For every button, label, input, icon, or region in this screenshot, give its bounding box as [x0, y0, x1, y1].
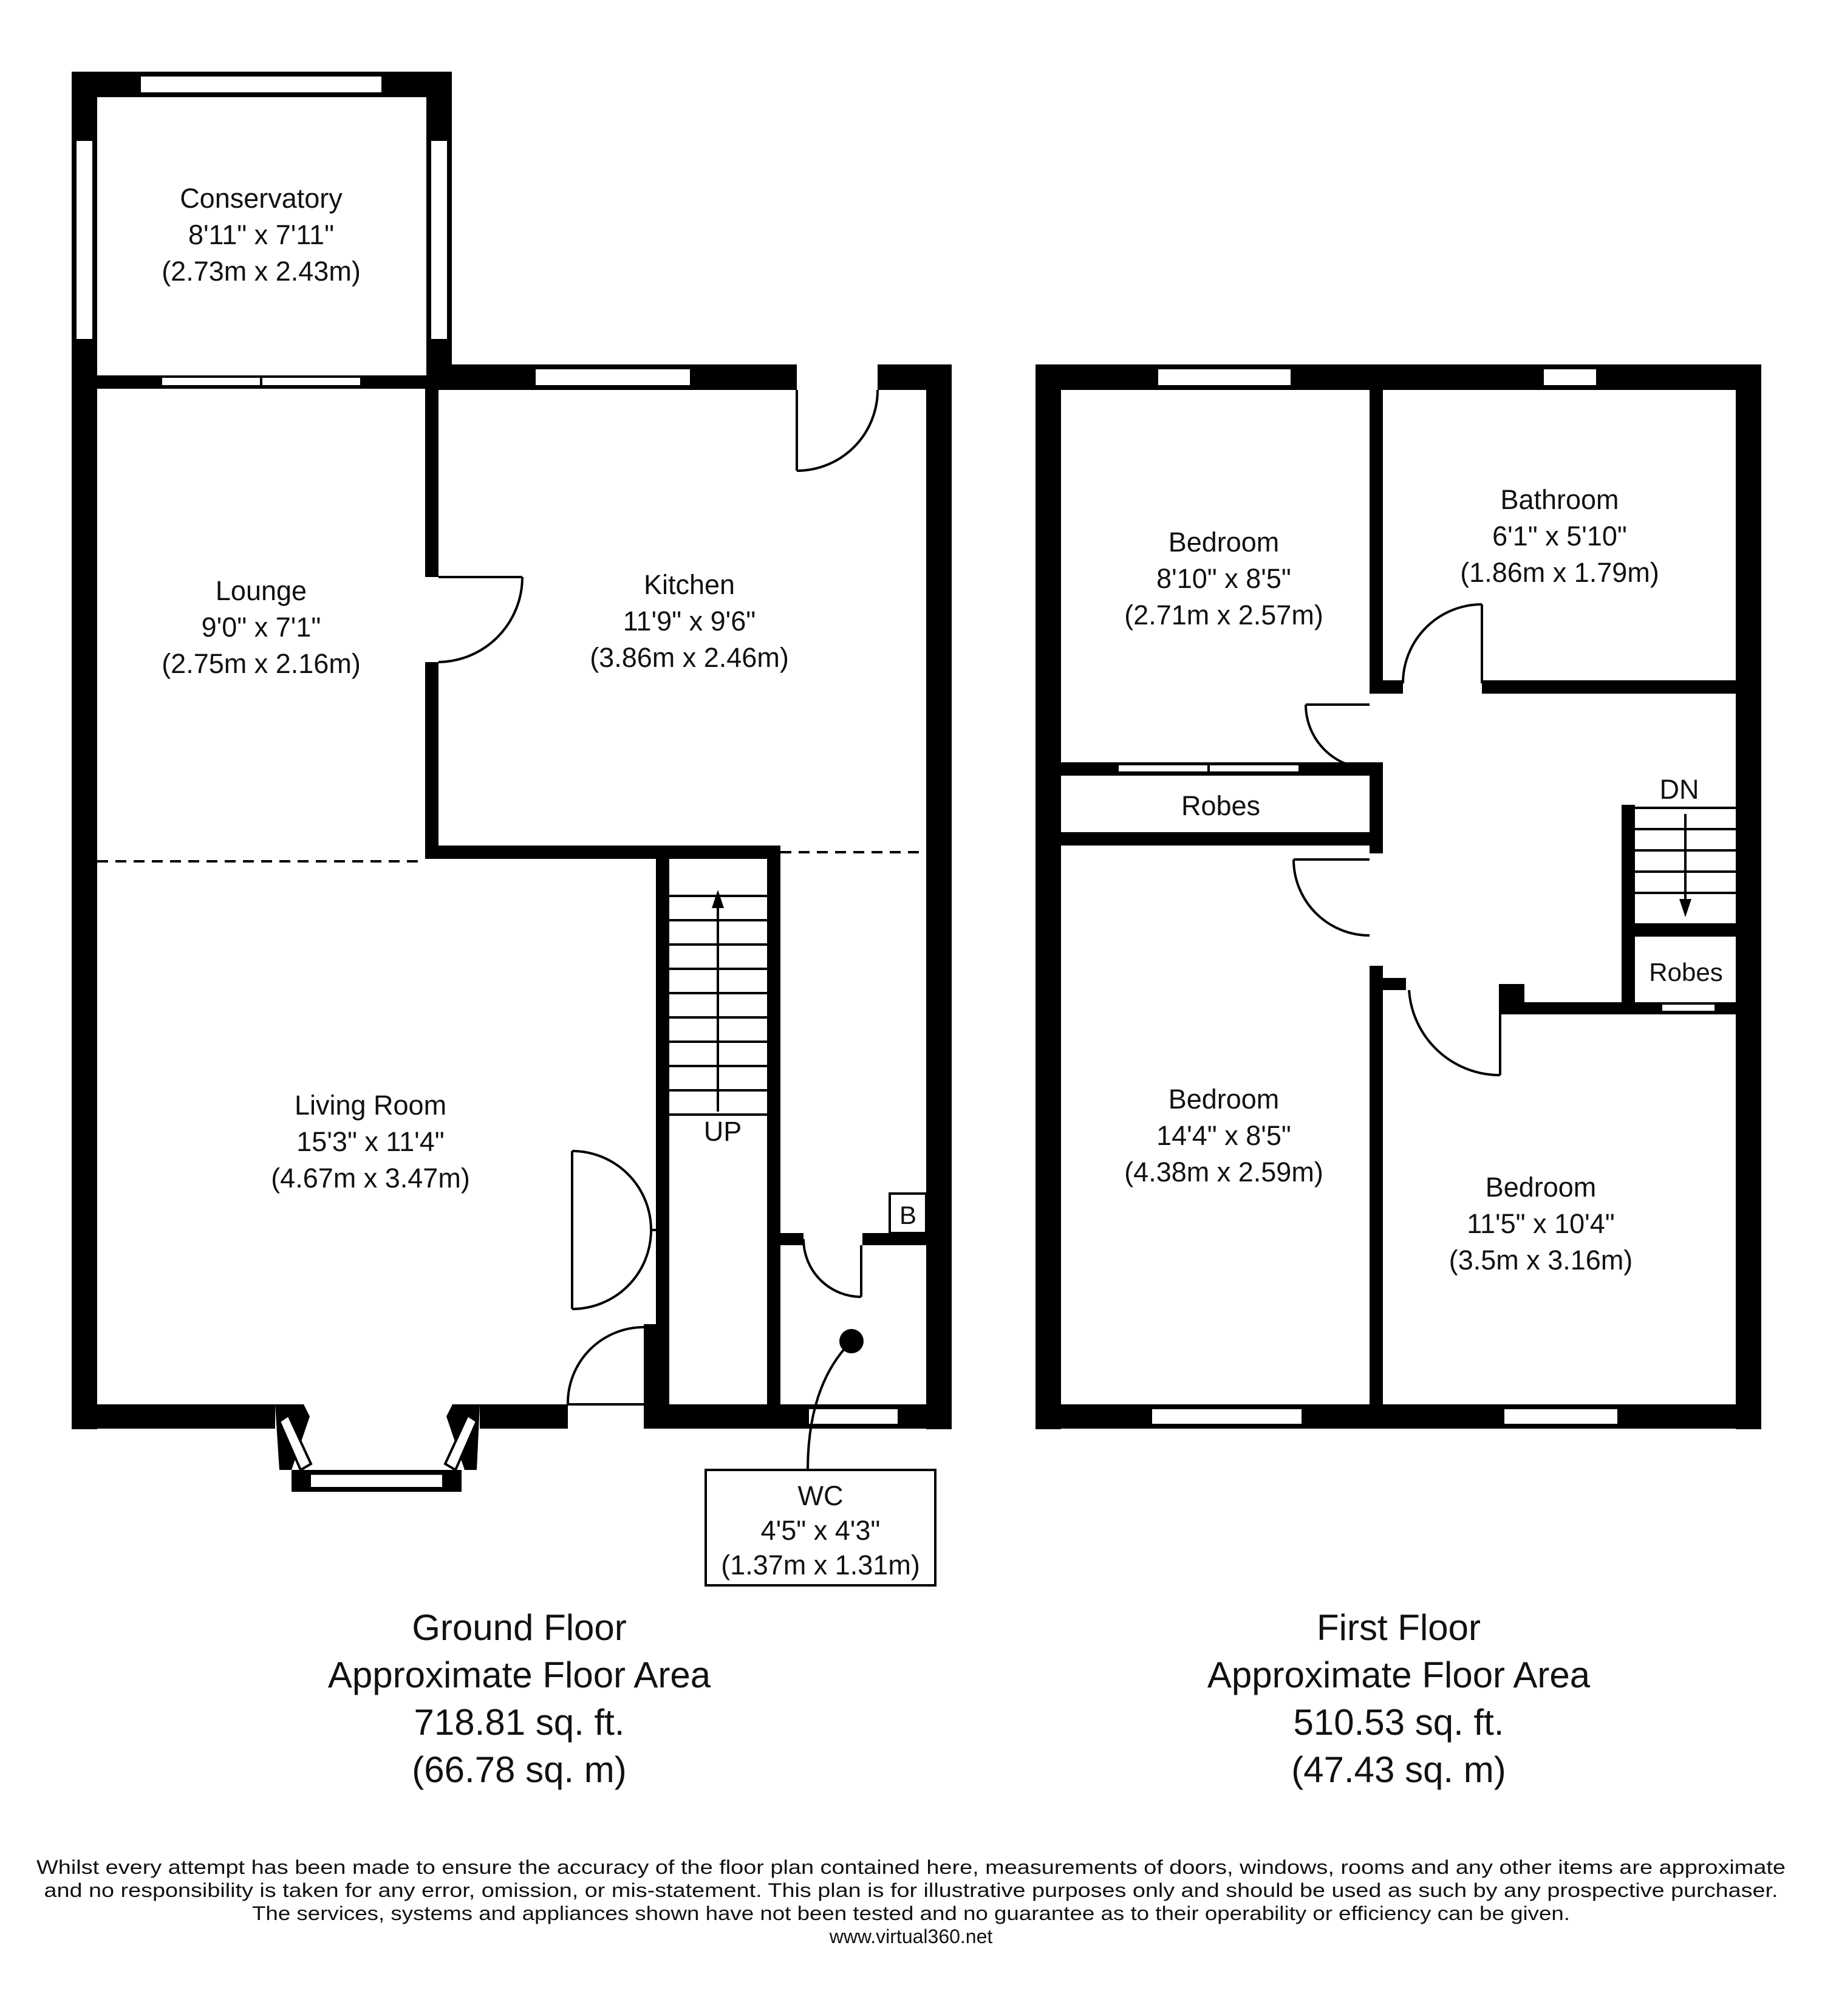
ground-floor-title: Ground Floor	[412, 1607, 627, 1648]
stairs-up-label: UP	[703, 1116, 742, 1147]
conservatory-size-metric: (2.73m x 2.43m)	[162, 256, 361, 287]
boiler-label: B	[899, 1201, 917, 1229]
bedroom-3-window	[1503, 1408, 1619, 1425]
disclaimer-line-2: and no responsibility is taken for any error, omission, or mis-statement. This plan is for illustrative purposes only and should be used as such by any prospective purchaser.	[44, 1879, 1778, 1901]
bedroom-1-door-swing	[1306, 705, 1370, 768]
wc-size-metric: (1.37m x 1.31m)	[721, 1550, 920, 1580]
bathroom-wall-bottom-left	[1370, 680, 1403, 694]
wc-name: WC	[797, 1480, 844, 1511]
small-robes-label: Robes	[1649, 958, 1723, 986]
first-floor-wall-right	[1736, 364, 1761, 1429]
living-room-wall-bottom-left	[72, 1404, 275, 1429]
first-floor-caption	[1207, 1607, 1591, 1790]
stairwell-wall-bottom	[1622, 923, 1737, 937]
ground-floor-caption	[328, 1607, 711, 1790]
front-door-jamb	[644, 1324, 657, 1409]
landing-wall-right-lower	[1370, 978, 1406, 990]
kitchen-wall-bottom	[425, 846, 780, 859]
disclaimer-website-link[interactable]: www.virtual360.net	[829, 1925, 993, 1947]
bedroom-3-size-imperial: 11'5" x 10'4"	[1467, 1208, 1615, 1239]
wc-size-imperial: 4'5" x 4'3"	[760, 1515, 881, 1546]
bedroom-3-door-swing	[1409, 990, 1500, 1075]
bedroom-3-wall-top	[1500, 984, 1524, 1014]
bay-window	[275, 1404, 480, 1492]
kitchen-size-metric: (3.86m x 2.46m)	[590, 642, 789, 673]
ground-floor-stairs	[669, 890, 767, 1115]
front-door-swing	[568, 1327, 644, 1404]
lounge-size-imperial: 9'0" x 7'1"	[201, 612, 321, 643]
living-room-wall-bottom-right	[480, 1404, 568, 1429]
disclaimer-line-1: Whilst every attempt has been made to ensure the accuracy of the floor plan contained here, measurements of doors, windows, rooms and any other items are approximate	[36, 1856, 1786, 1878]
bedroom-1-size-imperial: 8'10" x 8'5"	[1156, 563, 1291, 594]
first-floor-area-sqm: (47.43 sq. m)	[1291, 1749, 1506, 1790]
living-room-size-imperial: 15'3" x 11'4"	[296, 1126, 445, 1157]
bedroom-1-wall-right	[1370, 389, 1383, 692]
wc-wall-left	[767, 1233, 780, 1415]
first-floor-plan	[1036, 364, 1761, 1429]
first-floor-area-caption: Approximate Floor Area	[1207, 1655, 1591, 1695]
lounge-kitchen-wall-upper	[425, 389, 438, 577]
living-room-size-metric: (4.67m x 3.47m)	[271, 1163, 470, 1194]
stair-wall-left	[656, 846, 669, 1404]
lounge-door-swing	[438, 577, 522, 662]
conservatory-window-top	[140, 75, 383, 94]
ground-floor-wall-left	[72, 375, 97, 1429]
bathroom-door-swing	[1403, 604, 1482, 683]
bedroom-1-size-metric: (2.71m x 2.57m)	[1124, 600, 1323, 630]
conservatory-window-left	[75, 140, 94, 340]
bedroom-2-window	[1151, 1408, 1303, 1425]
first-floor-area-sqft: 510.53 sq. ft.	[1293, 1702, 1504, 1743]
first-floor-wall-bottom	[1036, 1404, 1761, 1429]
hall-wall-bottom	[644, 1404, 780, 1429]
bedroom-2-size-imperial: 14'4" x 8'5"	[1156, 1120, 1291, 1151]
bedroom-1-name: Bedroom	[1168, 527, 1280, 558]
kitchen-back-door-swing	[797, 390, 878, 471]
bathroom-wall-bottom-right	[1482, 680, 1737, 694]
kitchen-name: Kitchen	[643, 569, 735, 600]
conservatory-name: Conservatory	[180, 183, 343, 214]
lounge-size-metric: (2.75m x 2.16m)	[162, 648, 361, 679]
stairs-down-label: DN	[1659, 774, 1699, 805]
bedroom-3-name: Bedroom	[1485, 1172, 1597, 1203]
bedroom-3-size-metric: (3.5m x 3.16m)	[1448, 1245, 1633, 1276]
lounge-kitchen-wall-lower	[425, 662, 438, 858]
bathroom-name: Bathroom	[1500, 484, 1619, 515]
ground-floor-area-sqft: 718.81 sq. ft.	[414, 1702, 625, 1743]
bedroom-2-name: Bedroom	[1168, 1084, 1280, 1115]
conservatory-window-right	[430, 140, 448, 340]
ground-floor-area-sqm: (66.78 sq. m)	[412, 1749, 627, 1790]
living-room-name: Living Room	[294, 1090, 447, 1121]
disclaimer-line-3: The services, systems and appliances shown have not been tested and no guarantee as to their operability or efficiency can be given.	[252, 1902, 1570, 1924]
bedroom-2-door-swing	[1294, 859, 1370, 935]
kitchen-window	[534, 368, 691, 386]
first-floor-stairs	[1635, 808, 1736, 917]
conservatory-size-imperial: 8'11" x 7'11"	[188, 219, 335, 250]
ground-floor-wall-right	[926, 364, 952, 1429]
kitchen-size-imperial: 11'9" x 9'6"	[623, 606, 756, 637]
wc-door-swing	[804, 1239, 861, 1297]
wc-wall-top-right	[862, 1233, 926, 1245]
first-floor-wall-left	[1036, 364, 1061, 1429]
bathroom-size-imperial: 6'1" x 5'10"	[1492, 521, 1627, 552]
bedroom-2-size-metric: (4.38m x 2.59m)	[1124, 1157, 1323, 1187]
wc-window	[808, 1408, 899, 1425]
robes-label: Robes	[1181, 790, 1261, 821]
ground-floor-area-caption: Approximate Floor Area	[327, 1655, 711, 1695]
small-robes-door	[1661, 1003, 1716, 1012]
bedroom-1-window	[1157, 368, 1292, 386]
bathroom-window	[1543, 368, 1597, 386]
robes-wall-bottom	[1060, 832, 1382, 846]
lounge-name: Lounge	[215, 575, 307, 606]
first-floor-title: First Floor	[1317, 1607, 1481, 1648]
bedroom-2-wall-right	[1370, 966, 1383, 1406]
bathroom-size-metric: (1.86m x 1.79m)	[1460, 557, 1659, 588]
disclaimer	[36, 1856, 1786, 1947]
first-floor-wall-top	[1036, 364, 1761, 390]
ground-floor-plan	[72, 72, 952, 1585]
